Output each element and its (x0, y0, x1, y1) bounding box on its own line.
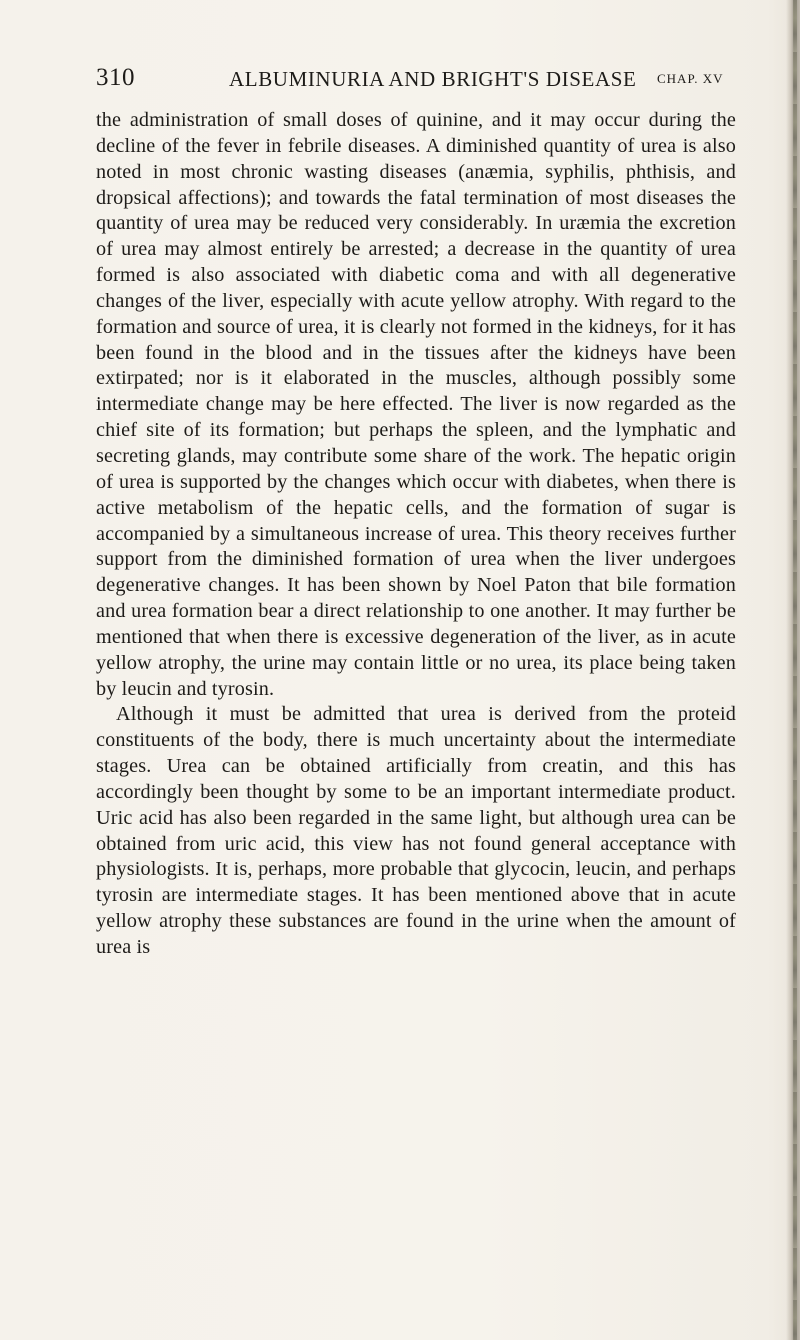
chapter-label: CHAP. XV (657, 71, 724, 86)
paragraph-2: Although it must be admitted that urea is derived from the proteid constituents of the body, there is much uncertainty about the intermediate stages. Urea can be obtained artificially from creatin, and this has accordingly been thought by some to be an important intermediate product. Uric acid has also been regarded in the same light, but although urea can be obtained from uric acid, this view has not found general acceptance with physiologists. It is, perhaps, more probable that glycocin, leucin, and perhaps tyrosin are intermediate stages. It has been mentioned above that in acute yellow atrophy these substances are found in the urine when the amount of urea is (96, 703, 736, 958)
page-number: 310 (96, 64, 135, 91)
running-header (96, 64, 736, 94)
paragraph-1: the administration of small doses of quinine, and it may occur during the decline of the fever in febrile diseases. A diminished quantity of urea is also noted in most chronic wasting diseases (anæmia, syphilis, phthisis, and dropsical affections); and towards the fatal termination of most diseases the quantity of urea may be reduced very considerably. In uræmia the excretion of urea may almost entirely be arrested; a decrease in the quantity of urea formed is also associated with diabetic coma and with all degenerative changes of the liver, especially with acute yellow atrophy. With regard to the formation and source of urea, it is clearly not formed in the kidneys, for it has been found in the blood and in the tissues after the kidneys have been extirpated; nor is it elaborated in the muscles, although possibly some intermediate change may be here effected. The liver is now regarded as the chief site of its formation; but perhaps the spleen, and the lymphatic and secreting glands, may contribute some share of the work. The hepatic origin of urea is supported by the changes which occur with diabetes, when there is active metabolism of the hepatic cells, and the formation of sugar is accompanied by a simultaneous increase of urea. This theory receives further support from the diminished formation of urea when the liver undergoes degenerative changes. It has been shown by Noel Paton that bile formation and urea formation bear a direct relationship to one another. It may further be mentioned that when there is excessive degeneration of the liver, as in acute yellow atrophy, the urine may contain little or no urea, its place being taken by leucin and tyrosin. (96, 109, 736, 700)
page-body-text (96, 108, 736, 961)
running-title: ALBUMINURIA AND BRIGHT'S DISEASE (229, 67, 637, 91)
page-edge-stripe (793, 0, 797, 1340)
